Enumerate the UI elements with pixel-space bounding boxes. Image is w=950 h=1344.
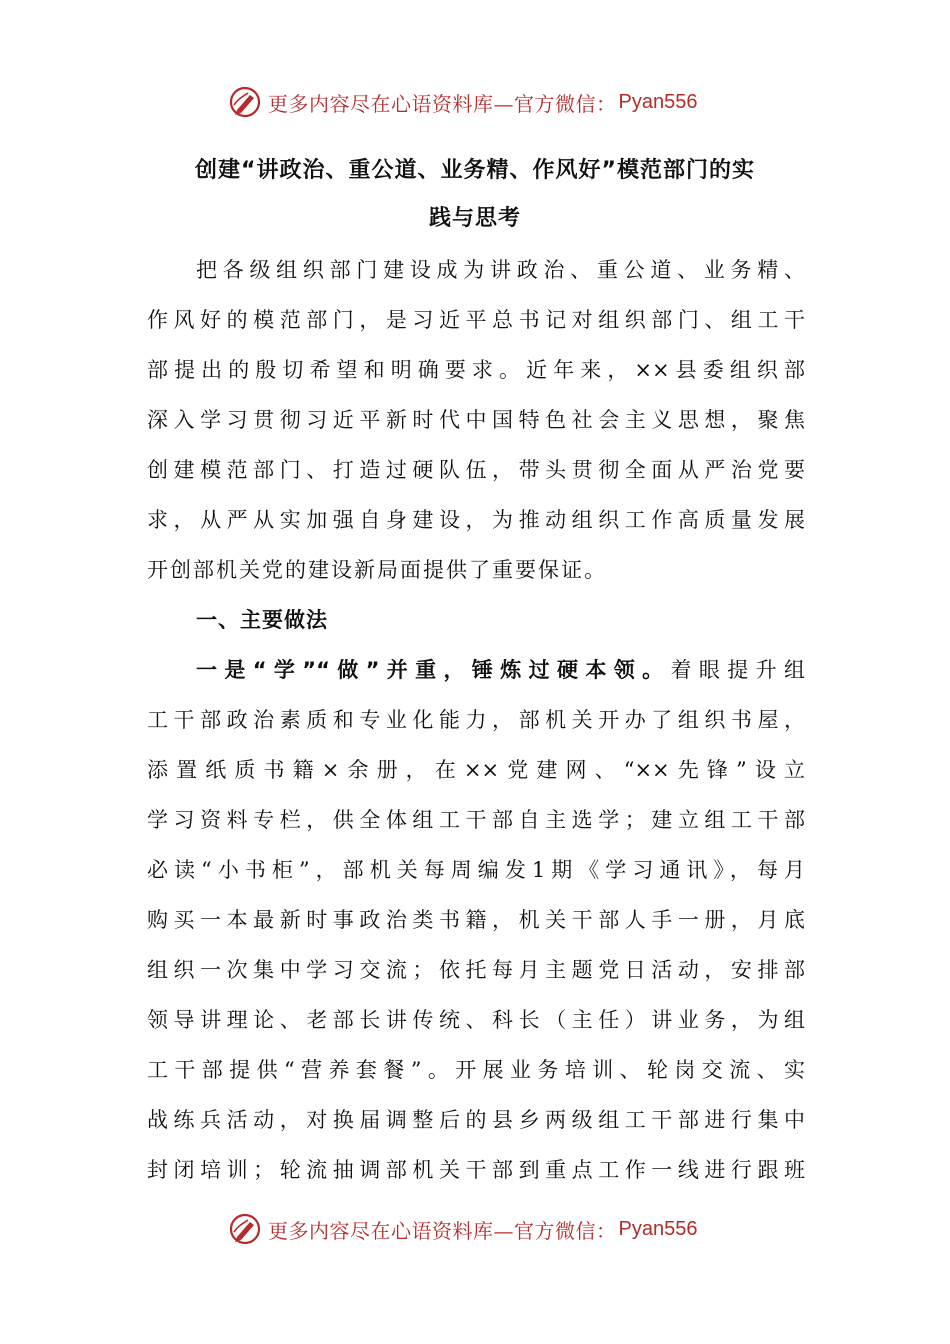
section-line: 学习资料专栏，供全体组工干部自主选学；建立组工干部 [147,808,805,832]
intro-line: 开创部机关党的建设新局面提供了重要保证。 [147,558,607,582]
header-watermark [228,82,697,122]
section-heading: 一、主要做法 [196,608,328,632]
intro-line: 部提出的殷切希望和明确要求。近年来，××县委组织部 [147,358,805,382]
intro-line: 作风好的模范部门，是习近平总书记对组织部门、组工干 [147,308,805,332]
pen-logo-icon [228,85,262,119]
watermark-text-en: Pyan556 [618,1217,698,1240]
intro-line: 求，从严从实加强自身建设，为推动组织工作高质量发展 [147,508,805,532]
intro-line: 创建模范部门、打造过硬队伍，带头贯彻全面从严治党要 [147,458,805,482]
section-lead-line [196,650,805,690]
section-line: 领导讲理论、老部长讲传统、科长（主任）讲业务，为组 [147,1008,805,1032]
section-line: 工干部政治素质和专业化能力，部机关开办了组织书屋， [147,708,805,732]
intro-line: 深入学习贯彻习近平新时代中国特色社会主义思想，聚焦 [147,408,805,432]
footer-watermark [228,1209,697,1249]
section-line: 组织一次集中学习交流；依托每月主题党日活动，安排部 [147,958,805,982]
watermark-text-cn: 更多内容尽在心语资料库—官方微信： [268,1218,617,1243]
section-line: 添置纸质书籍×余册，在××党建网、“××先锋”设立 [147,758,805,782]
pen-logo-icon [228,1212,262,1246]
section-line: 战练兵活动，对换届调整后的县乡两级组工干部进行集中 [147,1108,805,1132]
watermark-text-en: Pyan556 [618,90,698,113]
intro-line: 把各级组织部门建设成为讲政治、重公道、业务精、 [196,258,805,282]
section-line: 必读“小书柜”，部机关每周编发1期《学习通讯》，每月 [147,858,805,882]
section-line: 购买一本最新时事政治类书籍，机关干部人手一册，月底 [147,908,805,932]
document-title-line-1: 创建“讲政治、重公道、业务精、作风好”模范部门的实 [195,158,755,183]
lead-rest-text: 着眼提升组 [670,658,805,682]
watermark-text-cn: 更多内容尽在心语资料库—官方微信： [268,91,617,116]
section-line: 工干部提供“营养套餐”。开展业务培训、轮岗交流、实 [147,1058,805,1082]
document-title-line-2: 践与思考 [428,206,521,231]
lead-bold-text: 一是“学”“做”并重，锤炼过硬本领。 [196,658,671,682]
section-line: 封闭培训；轮流抽调部机关干部到重点工作一线进行跟班 [147,1158,805,1182]
